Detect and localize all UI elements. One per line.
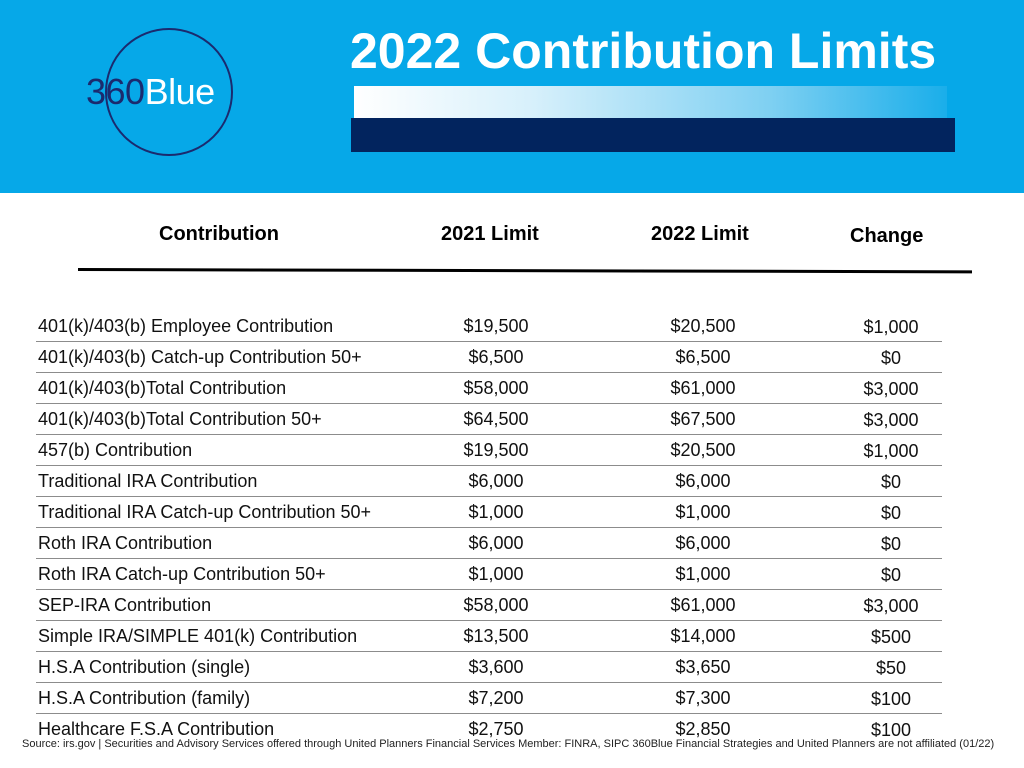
limit-2022-cell: $1,000 (675, 564, 731, 584)
logo-word: Blue (144, 71, 215, 112)
contribution-name-cell: Traditional IRA Contribution (38, 471, 258, 491)
contribution-name-cell: Roth IRA Contribution (38, 533, 213, 553)
limit-2022-cell: $3,650 (675, 657, 731, 677)
contribution-name-cell: 457(b) Contribution (38, 440, 193, 460)
contribution-name-cell: Roth IRA Catch-up Contribution 50+ (38, 564, 326, 584)
limit-2021-cell: $2,750 (468, 719, 524, 739)
limit-2021-cell: $19,500 (463, 316, 529, 336)
limit-2022-cell: $6,000 (675, 471, 731, 491)
navy-bar (351, 118, 955, 152)
table-row (36, 590, 942, 621)
page-title: 2022 Contribution Limits (350, 23, 937, 79)
contribution-name-cell: 401(k)/403(b) Catch-up Contribution 50+ (38, 347, 362, 367)
limit-2022-cell: $61,000 (670, 378, 736, 398)
limits-table (36, 311, 942, 744)
limit-2021-cell: $7,200 (468, 688, 524, 708)
limit-2022-cell: $20,500 (670, 316, 736, 336)
limit-2021-cell: $19,500 (463, 440, 529, 460)
limit-2022-cell: $67,500 (670, 409, 736, 429)
change-cell: $100 (870, 689, 912, 709)
table-row (36, 621, 942, 652)
logo-number: 360 (86, 71, 145, 112)
limit-2021-cell: $1,000 (468, 502, 524, 522)
limit-2021-cell: $6,000 (468, 533, 524, 553)
limit-2022-cell: $6,500 (675, 347, 731, 367)
change-cell: $0 (880, 534, 902, 554)
limit-2022-cell: $7,300 (675, 688, 731, 708)
limit-2022-cell: $14,000 (670, 626, 736, 646)
limit-2022-cell: $20,500 (670, 440, 736, 460)
limit-2021-cell: $1,000 (468, 564, 524, 584)
contribution-name-cell: Healthcare F.S.A Contribution (38, 719, 275, 739)
table-row (36, 497, 942, 528)
change-cell: $0 (880, 472, 902, 492)
contribution-name-cell: SEP-IRA Contribution (38, 595, 212, 615)
logo (86, 71, 215, 112)
table-row (36, 342, 942, 373)
table-row (36, 652, 942, 683)
limit-2021-cell: $3,600 (468, 657, 524, 677)
limit-2022-cell: $61,000 (670, 595, 736, 615)
limit-2021-cell: $13,500 (463, 626, 529, 646)
header-contribution: Contribution (159, 223, 279, 245)
table-row (36, 311, 942, 342)
change-cell: $1,000 (863, 317, 919, 337)
contribution-name-cell: H.S.A Contribution (family) (38, 688, 251, 708)
table-row (36, 404, 942, 435)
limit-2021-cell: $64,500 (463, 409, 529, 429)
limit-2022-cell: $6,000 (675, 533, 731, 553)
contribution-name-cell: 401(k)/403(b) Employee Contribution (38, 316, 334, 336)
limit-2021-cell: $58,000 (463, 595, 529, 615)
change-cell: $0 (880, 565, 902, 585)
change-cell: $3,000 (863, 596, 919, 616)
change-cell: $50 (875, 658, 907, 678)
contribution-name-cell: Simple IRA/SIMPLE 401(k) Contribution (38, 626, 358, 646)
limit-2021-cell: $58,000 (463, 378, 529, 398)
change-cell: $0 (880, 503, 902, 523)
change-cell: $0 (880, 348, 902, 368)
contribution-name-cell: 401(k)/403(b)Total Contribution (38, 378, 287, 398)
change-cell: $3,000 (863, 379, 919, 399)
gradient-bar (354, 86, 947, 119)
table-row (36, 435, 942, 466)
header-divider (78, 268, 972, 273)
header-2022-limit: 2022 Limit (651, 223, 749, 245)
table-row (36, 559, 942, 590)
header-change: Change (850, 225, 924, 247)
change-cell: $1,000 (863, 441, 919, 461)
limit-2021-cell: $6,500 (468, 347, 524, 367)
table-row (36, 373, 942, 404)
change-cell: $500 (870, 627, 912, 647)
table-row (36, 528, 942, 559)
change-cell: $3,000 (863, 410, 919, 430)
header-2021-limit: 2021 Limit (441, 223, 539, 245)
table-row (36, 466, 942, 497)
contribution-name-cell: H.S.A Contribution (single) (38, 657, 251, 677)
limit-2022-cell: $1,000 (675, 502, 731, 522)
change-cell: $100 (870, 720, 912, 740)
limit-2022-cell: $2,850 (675, 719, 731, 739)
limit-2021-cell: $6,000 (468, 471, 524, 491)
footer-disclaimer: Source: irs.gov | Securities and Advisory Services offered through United Planners Financial Services Member: FINRA, SIPC 360Blue Financial Strategies and United Planners are not affiliated (01/22) (22, 738, 995, 750)
header-banner (0, 0, 1024, 193)
contribution-name-cell: 401(k)/403(b)Total Contribution 50+ (38, 409, 322, 429)
table-row (36, 683, 942, 714)
contribution-name-cell: Traditional IRA Catch-up Contribution 50+ (38, 502, 372, 522)
